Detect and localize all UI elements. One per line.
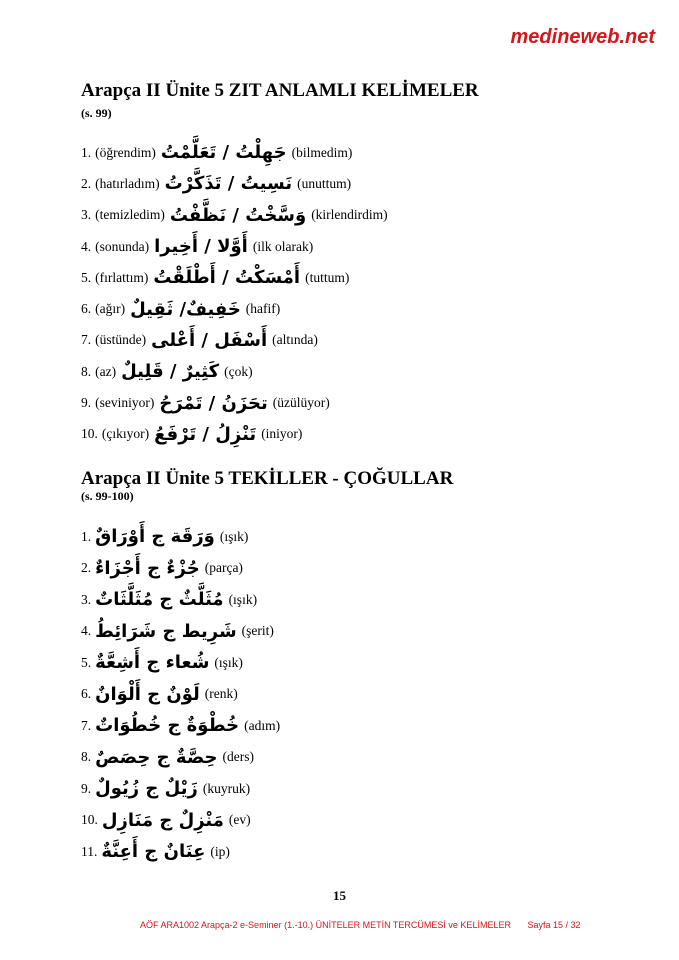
footer — [140, 920, 581, 930]
antonym-item: 6. (ağır) خَفِيفٌ/ ثَقِيلٌ (hafif) — [81, 298, 281, 320]
plural-item: 7. خُطْوَةٌ ج خُطُوَاتٌ (adım) — [81, 715, 281, 737]
plural-item: 4. شَرِيط ج شَرَائِطُ (şerit) — [81, 620, 274, 642]
plural-item: 6. لَوْنٌ ج أَلْوَانٌ (renk) — [81, 683, 238, 705]
plural-item: 5. شُعاء ج أَشِعَّةٌ (ışık) — [81, 652, 243, 674]
footer-page: Sayfa 15 / 32 — [527, 920, 581, 930]
section2-title: Arapça II Ünite 5 TEKİLLER - ÇOĞULLAR — [81, 468, 454, 489]
antonym-item: 5. (fırlattım) أَمْسَكْتُ / أَطْلَقْتُ (tuttum) — [81, 267, 350, 289]
section2-page-ref: (s. 99-100) — [81, 489, 134, 503]
plural-item: 9. زَيْلٌ ج زُيُولٌ (kuyruk) — [81, 778, 251, 800]
plural-item: 10. مَنْزِلٌ ج مَنَازِل (ev) — [81, 809, 251, 831]
antonym-item: 1. (öğrendim) جَهِلْتُ / تَعَلَّمْتُ (bilmedim) — [81, 142, 353, 164]
section1-page-ref: (s. 99) — [81, 106, 112, 120]
antonym-item: 3. (temizledim) وَسَّخْتُ / نَظَّفْتُ (kirlendirdim) — [81, 204, 388, 226]
antonym-list — [81, 137, 388, 450]
site-watermark: medineweb.net — [510, 26, 655, 48]
section1-title: Arapça II Ünite 5 ZIT ANLAMLI KELİMELER — [81, 80, 479, 101]
antonym-item: 9. (seviniyor) تحَزَنُ / تَمْرَحُ (üzülüyor) — [81, 392, 330, 414]
footer-text: AÖF ARA1002 Arapça-2 e-Seminer (1.-10.) ÜNİTELER METİN TERCÜMESİ ve KELİMELER — [140, 920, 511, 930]
plural-item: 8. حِصَّةٌ ج حِصَصٌ (ders) — [81, 746, 255, 768]
plural-item: 11. عِنَانٌ ج أَعِنَّةٌ (ip) — [81, 841, 230, 863]
page-number: 15 — [333, 888, 346, 903]
antonym-item: 4. (sonunda) أَوَّلا / أَخِيرا (ilk olarak) — [81, 236, 314, 258]
antonym-item: 7. (üstünde) أَسْفَل / أَعْلى (altında) — [81, 329, 318, 351]
plural-list — [81, 521, 280, 868]
plural-item: 1. وَرَقَة ج أَوْرَاقٌ (ışık) — [81, 526, 249, 548]
plural-item: 3. مُثَلَّثٌ ج مُثَلَّثَاتٌ (ışık) — [81, 589, 258, 611]
antonym-item: 2. (hatırladım) نَسِيتُ / تَذَكَّرْتُ (unuttum) — [81, 173, 352, 195]
plural-item: 2. جُزْءٌ ج أَجْزَاءٌ (parça) — [81, 557, 243, 579]
antonym-item: 8. (az) كَثِيرٌ / قَلِيلٌ (çok) — [81, 361, 253, 383]
antonym-item: 10. (çıkıyor) تَنْزِلُ / تَرْفَعُ (iniyor) — [81, 423, 303, 445]
